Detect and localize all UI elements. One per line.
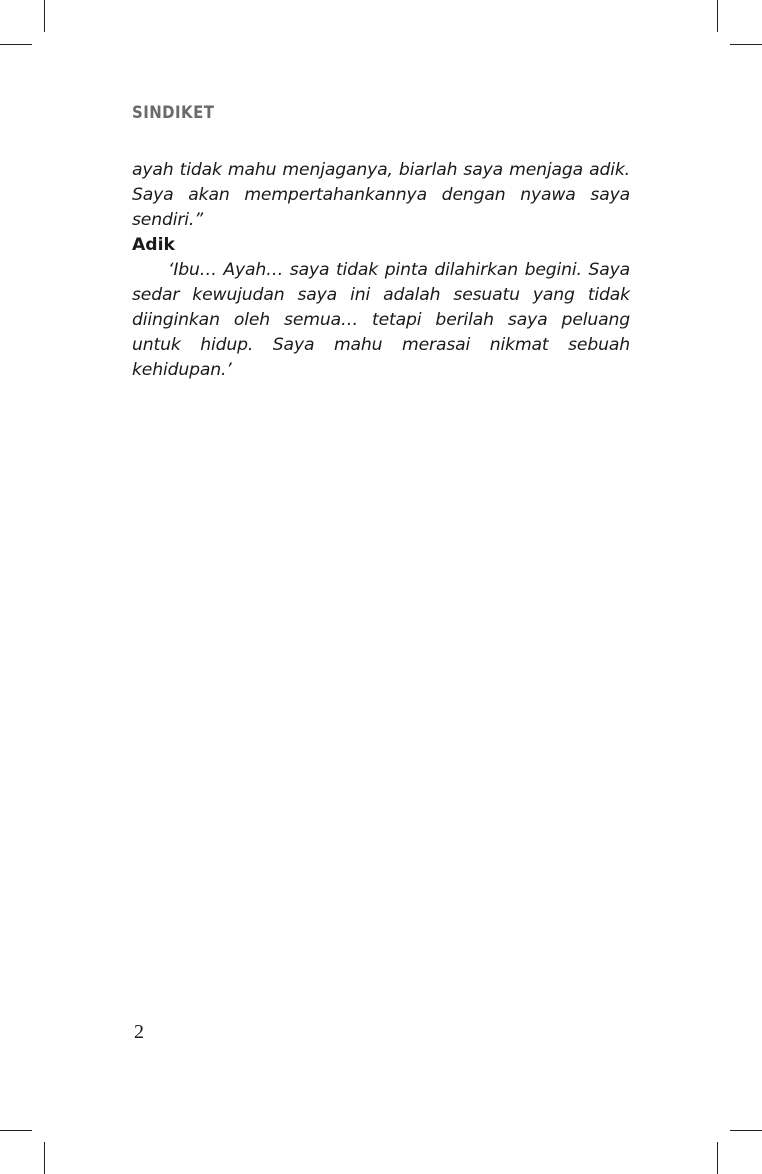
crop-mark-bottom-left <box>44 1142 45 1174</box>
crop-mark-bottom-right <box>717 1142 718 1174</box>
page-number: 2 <box>134 1021 144 1043</box>
crop-mark-bottom-right-h <box>730 1130 762 1131</box>
crop-mark-top-left-h <box>0 44 32 45</box>
crop-mark-top-right <box>717 0 718 32</box>
section-adik <box>132 233 630 383</box>
crop-mark-top-right-h <box>730 44 762 45</box>
section-paragraph: ‘Ibu… Ayah… saya tidak pinta dilahirkan begini. Saya sedar kewujudan saya ini adalah sesuatu yang tidak diinginkan oleh semua… tetapi berilah saya peluang untuk hidup. Saya mahu merasai nikmat sebuah kehidupan.’ <box>132 260 630 380</box>
crop-mark-bottom-left-h <box>0 1130 32 1131</box>
crop-mark-top-left <box>44 0 45 32</box>
running-head: SINDIKET <box>132 103 215 123</box>
body-text-continued <box>132 158 630 233</box>
paragraph-continued: ayah tidak mahu menjaganya, biarlah saya menjaga adik. Saya akan mempertahankannya dengan nyawa saya sendiri.” <box>132 160 630 230</box>
section-heading: Adik <box>132 235 175 255</box>
